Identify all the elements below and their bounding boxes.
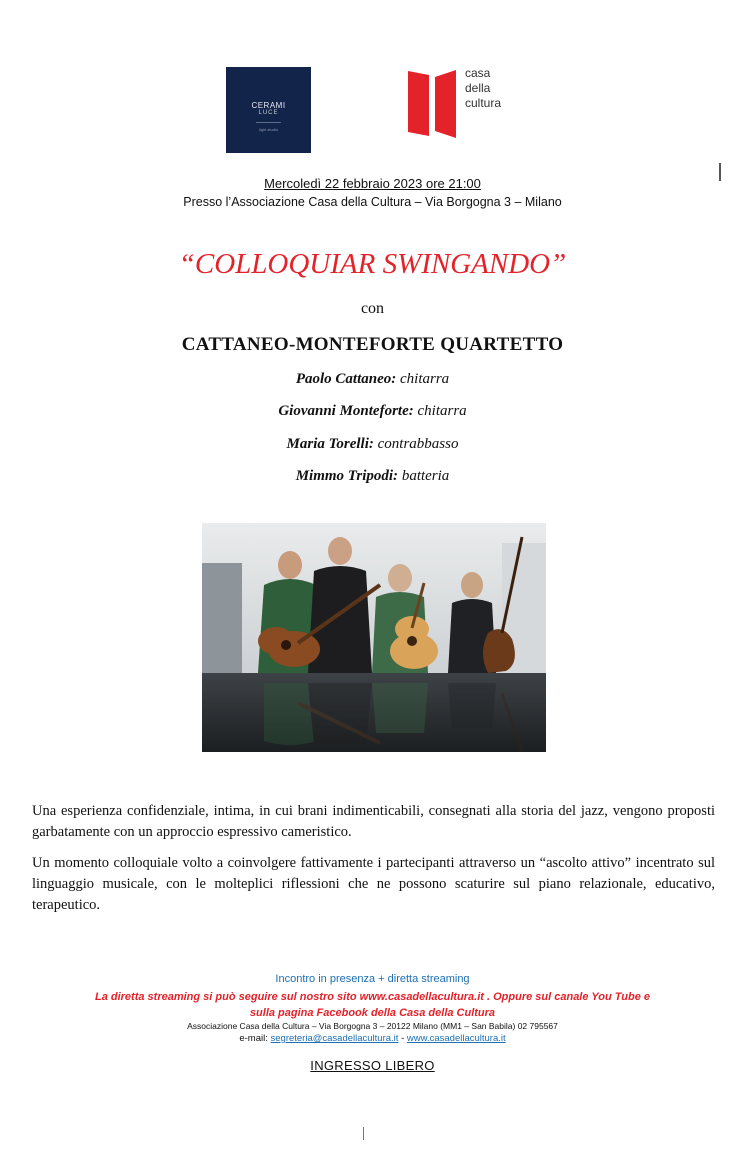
connector-text: con xyxy=(360,300,385,317)
casa-della-cultura-logo xyxy=(405,66,525,142)
member-role: chitarra xyxy=(400,371,450,387)
contact-line xyxy=(0,1033,745,1044)
cerami-luce-logo xyxy=(226,67,311,153)
cerami-logo-subtext: LUCE xyxy=(258,110,279,116)
cerami-logo-tagline: light studio xyxy=(258,127,279,132)
member-role: contrabbasso xyxy=(377,436,459,452)
cerami-logo-text: CERAMI xyxy=(251,101,286,110)
admission-text: INGRESSO LIBERO xyxy=(310,1058,435,1073)
association-address: Associazione Casa della Cultura – Via Borgogna 3 – 20122 Milano (MM1 – San Babila) 02 795567 xyxy=(187,1021,558,1031)
event-date: Mercoledì 22 febbraio 2023 ore 21:00 xyxy=(264,176,481,191)
member-name: Paolo Cattaneo: xyxy=(295,371,397,387)
member-role: batteria xyxy=(401,468,450,484)
band-photo xyxy=(202,523,546,752)
member-role: chitarra xyxy=(417,403,467,419)
description-paragraph: Una esperienza confidenziale, intima, in cui brani indimenticabili, consegnati alla storia del jazz, vengono proposti garbatamente con un approccio espressivo cameristico. xyxy=(32,803,715,840)
streaming-info: La diretta streaming si può seguire sul nostro sito www.casadellacultura.it . Oppure sul canale You Tube e sulla pagina Facebook della Casa della Cultura xyxy=(94,991,651,1019)
band-photo-illustration xyxy=(202,523,546,752)
casa-cultura-logo-text: casa della cultura xyxy=(465,66,502,110)
event-title: “COLLOQUIAR SWINGANDO” xyxy=(178,248,567,280)
member-line xyxy=(0,436,745,453)
scan-mark xyxy=(363,1127,364,1140)
email-label: e-mail: xyxy=(239,1033,271,1044)
group-name: CATTANEO-MONTEFORTE QUARTETTO xyxy=(181,334,564,355)
email-link[interactable]: segreteria@casadellacultura.it xyxy=(270,1033,399,1044)
website-link[interactable]: www.casadellacultura.it xyxy=(406,1033,506,1044)
member-name: Maria Torelli: xyxy=(286,436,374,452)
casa-cultura-logo-mark xyxy=(405,66,460,142)
member-line xyxy=(0,403,745,420)
contact-separator: - xyxy=(398,1033,407,1044)
member-name: Mimmo Tripodi: xyxy=(295,468,399,484)
event-venue: Presso l’Associazione Casa della Cultura – Via Borgogna 3 – Milano xyxy=(183,195,562,209)
description-paragraph: Un momento colloquiale volto a coinvolgere fattivamente i partecipanti attraverso un “ascolto attivo” incentrato sul linguaggio musicale, con le molteplici riflessioni che ne possono scaturire sul piano relazionale, educativo, terapeutico. xyxy=(32,855,715,913)
cerami-logo-divider xyxy=(256,122,281,123)
member-line xyxy=(0,371,745,388)
member-name: Giovanni Monteforte: xyxy=(278,403,414,419)
event-mode: Incontro in presenza + diretta streaming xyxy=(275,973,470,985)
member-line xyxy=(0,468,745,485)
